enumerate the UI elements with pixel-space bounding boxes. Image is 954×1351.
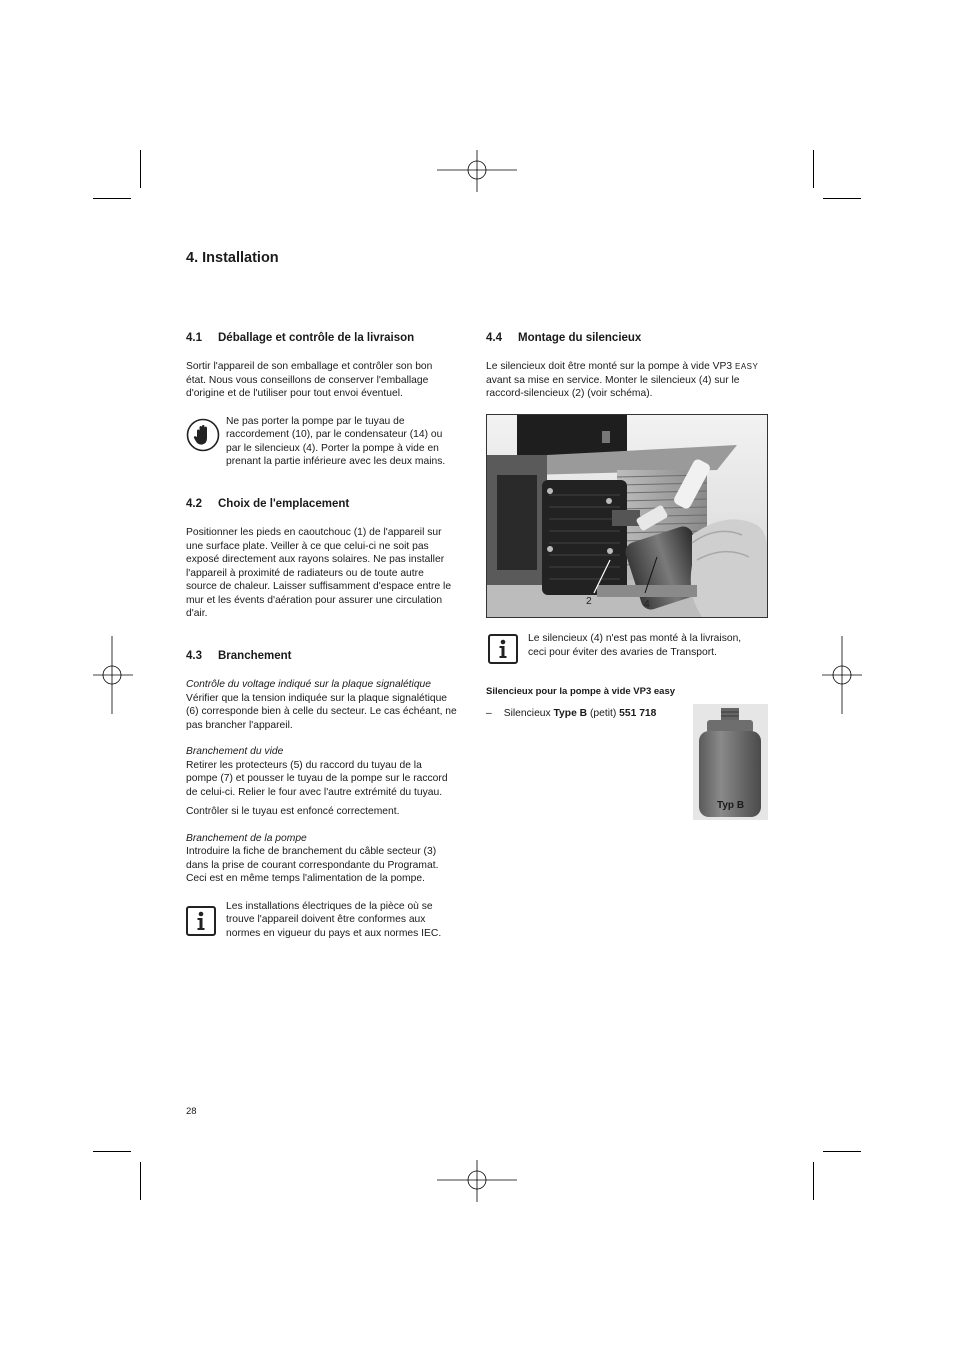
page-number: 28 [186,1106,197,1117]
info-icon [488,634,518,664]
stop-hand-icon [186,418,220,452]
page-title: 4. Installation [186,250,279,266]
paragraph: Le silencieux doit être monté sur la pompe à vide VP3 EASY avant sa mise en service. Monter le silencieux (4) sur le raccord-silencieux (2) (voir schéma). [486,361,759,399]
section-4-4 [486,332,776,401]
paragraph: Introduire la fiche de branchement du câble secteur (3) dans la prise de courant correspondante du Programat. Ceci est en même temps l'alimentation de la pompe. [186,846,439,884]
info-icon [186,906,216,936]
section-heading: 4.3 Branchement [186,650,292,662]
info-note [186,900,471,944]
callout-4: 4 [644,599,650,610]
info-note-right [486,632,776,672]
silencer-photo [693,704,768,820]
registration-mark-right [822,636,862,714]
pump-illustration [487,415,767,617]
subheading: Branchement du vide [186,746,284,757]
info-text: Les installations électriques de la pièce où se trouve l'appareil doivent être conformes aux normes en vigueur du pays et aux normes IEC. [226,900,442,939]
paragraph: Sortir l'appareil de son emballage et contrôler son bon état. Nous vous conseillons de conserver l'emballage d'origine et de l'utiliser pour tout envoi éventuel. [186,361,433,399]
silencer-subheading: Silencieux pour la pompe à vide VP3 easy [486,686,676,697]
subheading: Contrôle du voltage indiqué sur la plaque signalétique [186,679,432,690]
paragraph: Retirer les protecteurs (5) du raccord du tuyau de la pompe (7) et pousser le tuyau de la pompe sur le raccord de celui-ci. Relier le four avec l'autre extrémité du tuyau. [186,759,448,798]
paragraph: Positionner les pieds en caoutchouc (1) de l'appareil sur une surface plate. Veiller à ce que celui-ci ne soit pas exposé directement aux rayons solaires. Ne pas installer l'appareil à proximité de radiateurs ou de toute autre source de chaleur. Laisser suffisamment d'espace entre le mur et les évents d'aération pour assurer une circulation d'air. [186,527,452,619]
paragraph: Vérifier que la tension indiquée sur la plaque signalétique (6) corresponde bien à celle du secteur. Le cas échéant, ne pas brancher l'appareil. [186,692,457,731]
section-heading: 4.1 Déballage et contrôle de la livraison [186,332,415,344]
registration-mark-left [93,636,133,714]
pump-photo [486,414,768,618]
paragraph: Contrôler si le tuyau est enfoncé correctement. [186,806,400,817]
warning-note [186,415,471,471]
warning-text: Ne pas porter la pompe par le tuyau de raccordement (10), par le condensateur (14) ou par le silencieux (4). Porter la pompe à vide en prenant la partie inférieure avec les deux mains. [226,415,446,467]
callout-2: 2 [586,596,592,607]
section-heading: 4.2 Choix de l'emplacement [186,498,350,510]
product-label: Typ B [717,800,745,811]
silencer-item: – Silencieux Type B (petit) 551 718 [486,708,657,719]
section-4-1 [186,332,471,471]
section-heading: 4.4 Montage du silencieux [486,332,642,344]
info-text: Le silencieux (4) n'est pas monté à la livraison, ceci pour éviter des avaries de Transport. [528,633,742,658]
registration-mark-bottom [437,1160,517,1202]
section-4-3 [186,650,471,944]
subheading: Branchement de la pompe [186,832,307,844]
section-4-2 [186,498,471,621]
registration-mark-top [437,150,517,192]
